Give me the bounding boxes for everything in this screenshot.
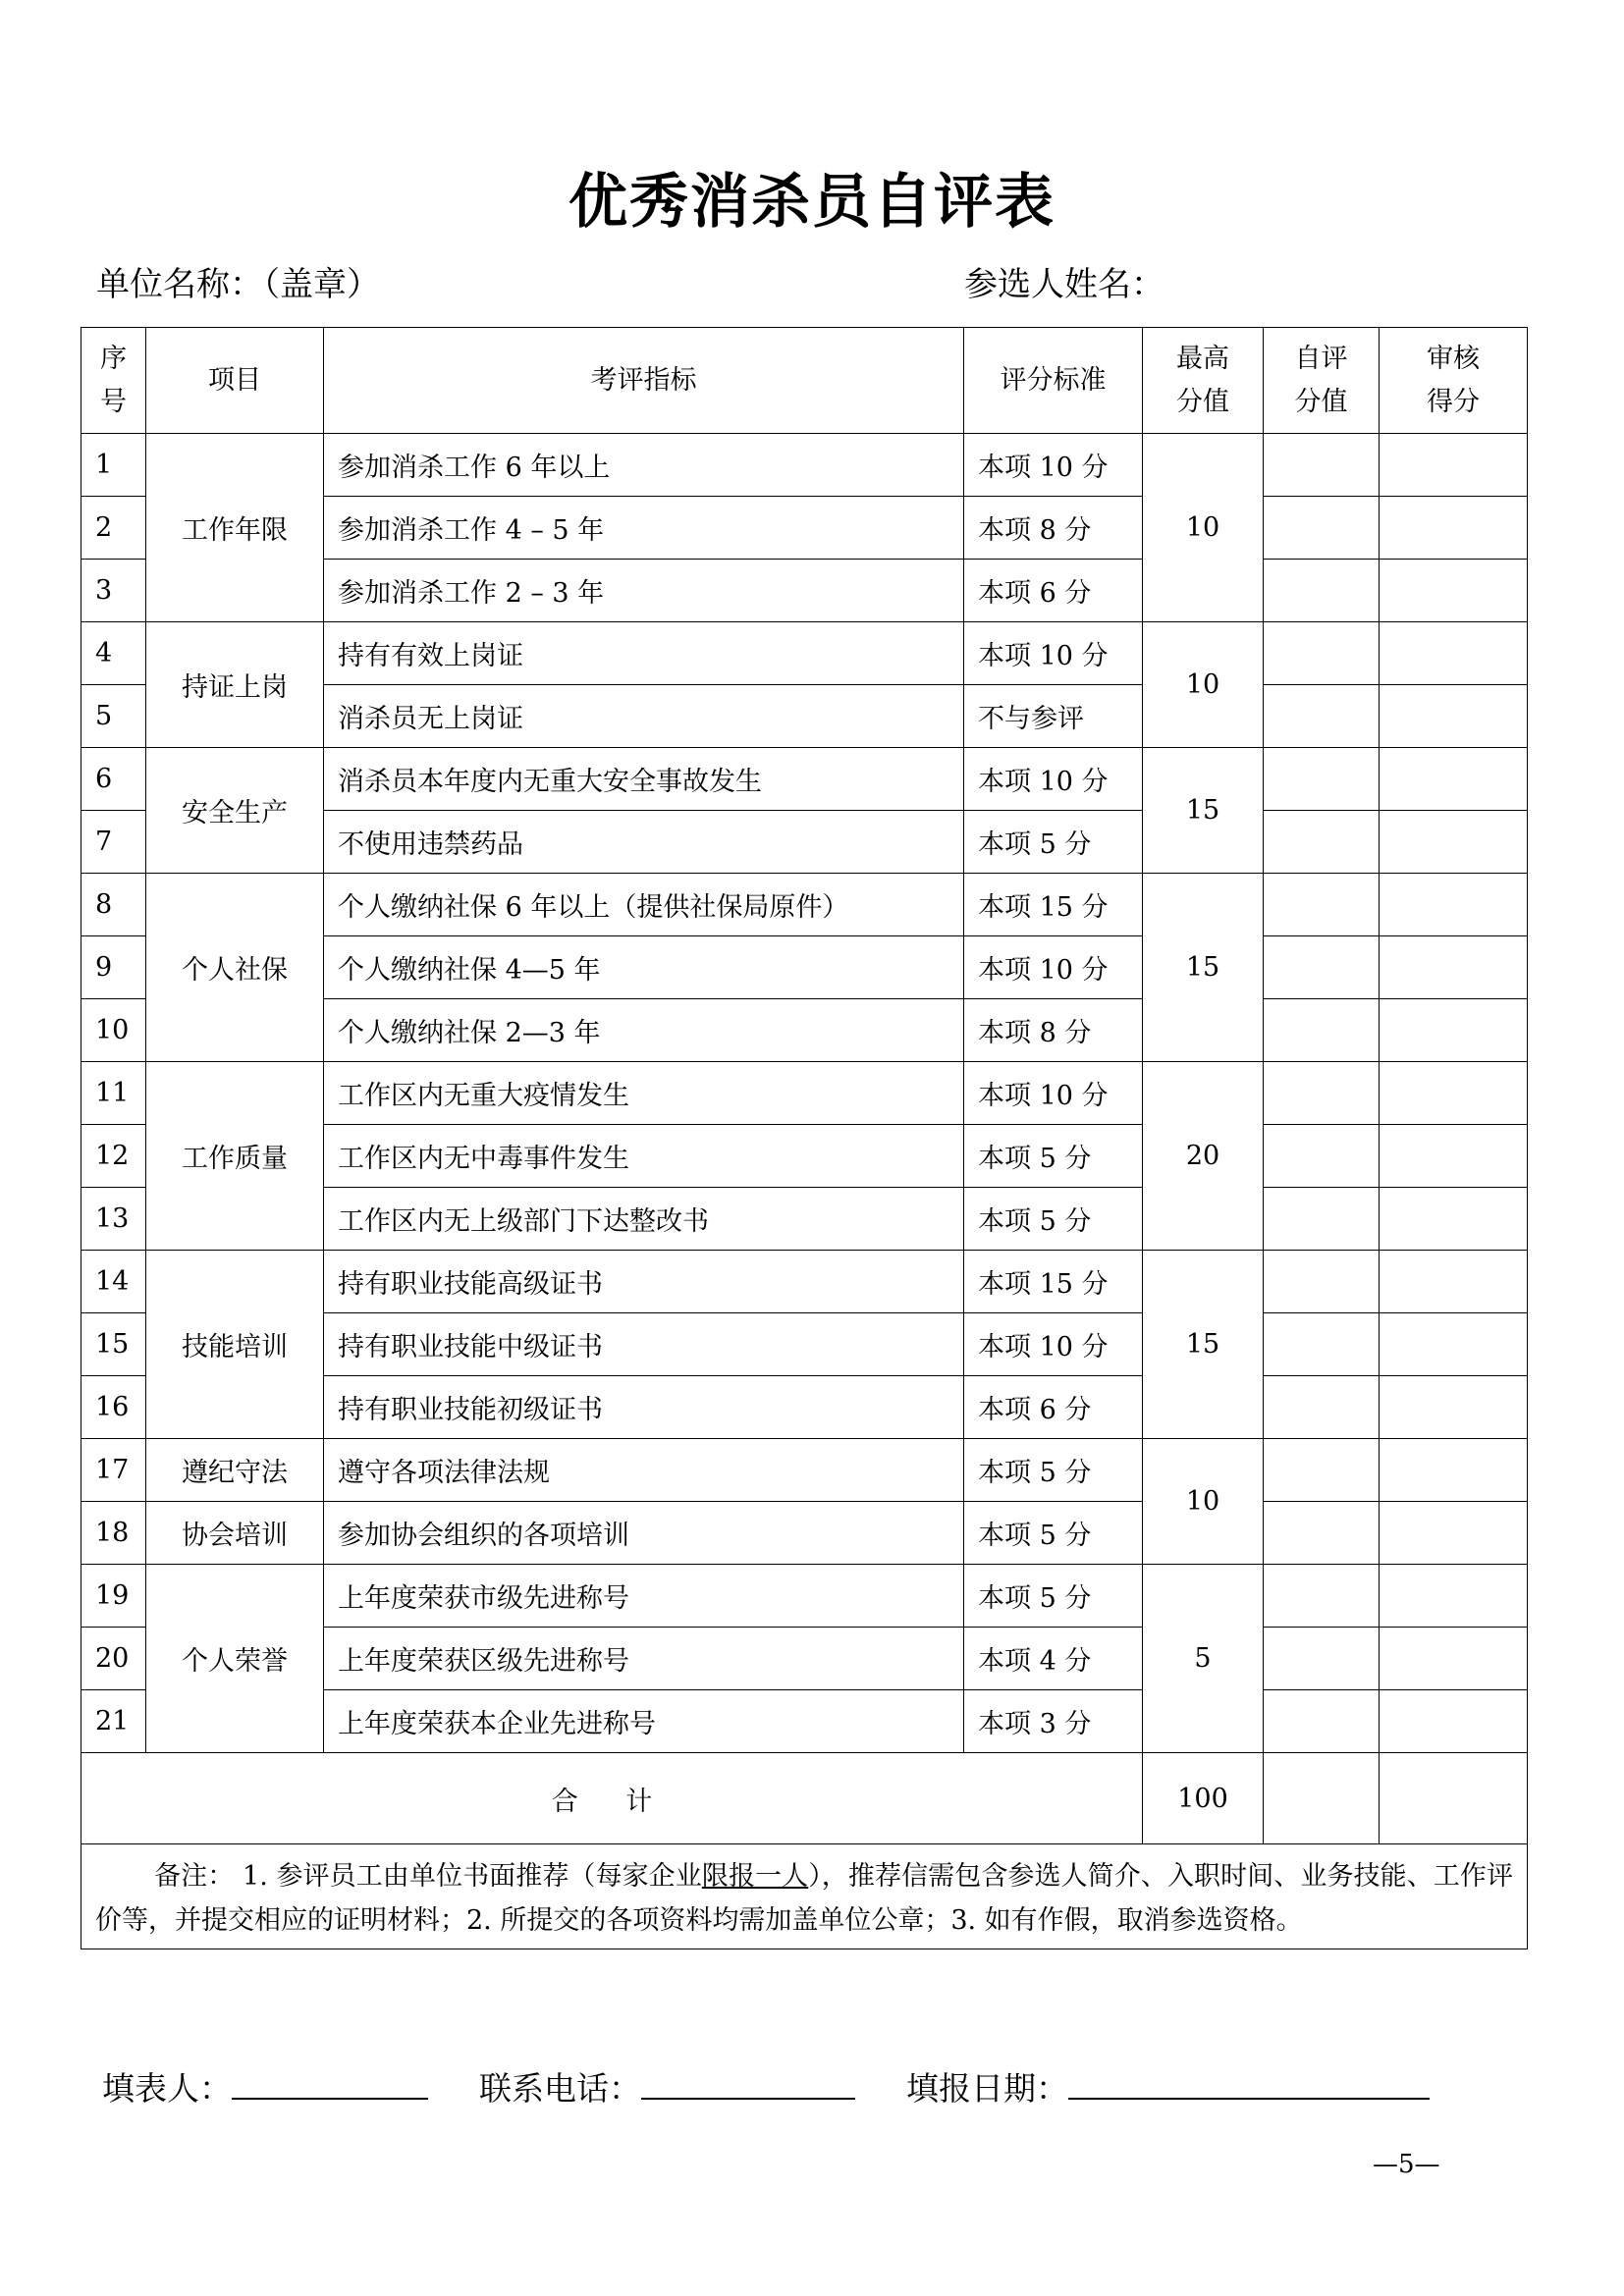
self-score-cell[interactable] bbox=[1264, 1062, 1380, 1125]
item-name: 安全生产 bbox=[146, 748, 324, 874]
row-number: 5 bbox=[81, 685, 146, 748]
self-score-cell[interactable] bbox=[1264, 1251, 1380, 1313]
standard-text: 本项 6 分 bbox=[964, 1376, 1143, 1439]
review-score-cell[interactable] bbox=[1380, 1125, 1528, 1188]
self-score-cell[interactable] bbox=[1264, 1565, 1380, 1628]
phone-input-line[interactable] bbox=[641, 2068, 855, 2100]
form-title: 优秀消杀员自评表 bbox=[568, 168, 1056, 237]
table-row bbox=[81, 434, 1528, 497]
item-name: 个人荣誉 bbox=[146, 1565, 324, 1753]
indicator-text: 不使用违禁药品 bbox=[324, 811, 964, 874]
header-max-score: 最高 分值 bbox=[1143, 328, 1264, 434]
item-name: 工作质量 bbox=[146, 1062, 324, 1251]
review-score-cell[interactable] bbox=[1380, 1251, 1528, 1313]
max-score: 15 bbox=[1143, 1251, 1264, 1439]
self-score-cell[interactable] bbox=[1264, 1376, 1380, 1439]
row-number: 18 bbox=[81, 1502, 146, 1565]
item-name: 工作年限 bbox=[146, 434, 324, 622]
indicator-text: 遵守各项法律法规 bbox=[324, 1439, 964, 1502]
table-row bbox=[81, 1062, 1528, 1125]
standard-text: 本项 10 分 bbox=[964, 434, 1143, 497]
unit-name-label: 单位名称：（盖章） bbox=[96, 265, 380, 304]
row-number: 14 bbox=[81, 1251, 146, 1313]
table-row bbox=[81, 622, 1528, 685]
indicator-text: 个人缴纳社保 4—5 年 bbox=[324, 936, 964, 999]
standard-text: 本项 10 分 bbox=[964, 1313, 1143, 1376]
table-row bbox=[81, 1251, 1528, 1313]
self-score-cell[interactable] bbox=[1264, 560, 1380, 622]
review-score-cell[interactable] bbox=[1380, 999, 1528, 1062]
review-score-cell[interactable] bbox=[1380, 811, 1528, 874]
max-score: 10 bbox=[1143, 1439, 1264, 1565]
row-number: 7 bbox=[81, 811, 146, 874]
row-number: 21 bbox=[81, 1690, 146, 1753]
self-score-cell[interactable] bbox=[1264, 936, 1380, 999]
standard-text: 本项 8 分 bbox=[964, 497, 1143, 560]
max-score: 10 bbox=[1143, 434, 1264, 622]
max-score: 20 bbox=[1143, 1062, 1264, 1251]
review-score-cell[interactable] bbox=[1380, 936, 1528, 999]
table-row bbox=[81, 748, 1528, 811]
item-name: 持证上岗 bbox=[146, 622, 324, 748]
header-item: 项目 bbox=[146, 328, 324, 434]
table-header-row bbox=[81, 328, 1528, 434]
self-score-cell[interactable] bbox=[1264, 1188, 1380, 1251]
page-number: —5— bbox=[1373, 2150, 1440, 2179]
date-input-line[interactable] bbox=[1068, 2068, 1430, 2100]
indicator-text: 工作区内无上级部门下达整改书 bbox=[324, 1188, 964, 1251]
indicator-text: 消杀员无上岗证 bbox=[324, 685, 964, 748]
indicator-text: 参加消杀工作 6 年以上 bbox=[324, 434, 964, 497]
table-row bbox=[81, 1565, 1528, 1628]
self-score-cell[interactable] bbox=[1264, 434, 1380, 497]
review-score-cell[interactable] bbox=[1380, 1376, 1528, 1439]
item-name: 遵纪守法 bbox=[146, 1439, 324, 1502]
review-score-cell[interactable] bbox=[1380, 685, 1528, 748]
filler-input-line[interactable] bbox=[232, 2068, 428, 2100]
standard-text: 本项 5 分 bbox=[964, 1439, 1143, 1502]
indicator-text: 个人缴纳社保 2—3 年 bbox=[324, 999, 964, 1062]
review-score-cell[interactable] bbox=[1380, 1188, 1528, 1251]
row-number: 2 bbox=[81, 497, 146, 560]
standard-text: 本项 10 分 bbox=[964, 936, 1143, 999]
row-number: 16 bbox=[81, 1376, 146, 1439]
header-standard: 评分标准 bbox=[964, 328, 1143, 434]
indicator-text: 持有职业技能初级证书 bbox=[324, 1376, 964, 1439]
indicator-text: 上年度荣获区级先进称号 bbox=[324, 1628, 964, 1690]
self-score-cell[interactable] bbox=[1264, 1502, 1380, 1565]
indicator-text: 上年度荣获本企业先进称号 bbox=[324, 1690, 964, 1753]
self-score-cell[interactable] bbox=[1264, 748, 1380, 811]
total-value: 100 bbox=[1143, 1753, 1264, 1844]
header-seq: 序 号 bbox=[81, 328, 146, 434]
max-score: 10 bbox=[1143, 622, 1264, 748]
indicator-text: 持有有效上岗证 bbox=[324, 622, 964, 685]
candidate-name-label: 参选人姓名： bbox=[964, 265, 1164, 304]
phone-label: 联系电话： bbox=[479, 2069, 641, 2108]
note-text: 备注： 1. 参评员工由单位书面推荐（每家企业限报一人），推荐信需包含参选人简介、入职时间、业务技能、工作评价等，并提交相应的证明材料；2. 所提交的各项资料均需加盖单位公章；3. 如有作假，取消参选资格。 bbox=[81, 1844, 1528, 1949]
note-row bbox=[81, 1844, 1528, 1949]
indicator-text: 工作区内无中毒事件发生 bbox=[324, 1125, 964, 1188]
self-score-cell[interactable] bbox=[1264, 1690, 1380, 1753]
review-score-cell[interactable] bbox=[1380, 748, 1528, 811]
standard-text: 本项 5 分 bbox=[964, 1502, 1143, 1565]
review-score-cell[interactable] bbox=[1380, 1502, 1528, 1565]
standard-text: 本项 4 分 bbox=[964, 1628, 1143, 1690]
indicator-text: 持有职业技能中级证书 bbox=[324, 1313, 964, 1376]
row-number: 1 bbox=[81, 434, 146, 497]
standard-text: 不与参评 bbox=[964, 685, 1143, 748]
self-score-cell[interactable] bbox=[1264, 999, 1380, 1062]
row-number: 4 bbox=[81, 622, 146, 685]
standard-text: 本项 5 分 bbox=[964, 1125, 1143, 1188]
header-indicator: 考评指标 bbox=[324, 328, 964, 434]
standard-text: 本项 5 分 bbox=[964, 1188, 1143, 1251]
indicator-text: 上年度荣获市级先进称号 bbox=[324, 1565, 964, 1628]
review-score-cell[interactable] bbox=[1380, 497, 1528, 560]
max-score: 5 bbox=[1143, 1565, 1264, 1753]
standard-text: 本项 15 分 bbox=[964, 1251, 1143, 1313]
header-review-score: 审核 得分 bbox=[1380, 328, 1528, 434]
total-row bbox=[81, 1753, 1528, 1844]
row-number: 19 bbox=[81, 1565, 146, 1628]
footer-signature-line bbox=[102, 2063, 1430, 2109]
item-name: 个人社保 bbox=[146, 874, 324, 1062]
self-score-cell[interactable] bbox=[1264, 497, 1380, 560]
row-number: 17 bbox=[81, 1439, 146, 1502]
self-score-cell[interactable] bbox=[1264, 1439, 1380, 1502]
table-row bbox=[81, 1439, 1528, 1502]
indicator-text: 参加消杀工作 2 – 3 年 bbox=[324, 560, 964, 622]
review-score-cell[interactable] bbox=[1380, 1565, 1528, 1628]
standard-text: 本项 8 分 bbox=[964, 999, 1143, 1062]
review-score-cell[interactable] bbox=[1380, 1439, 1528, 1502]
review-score-cell[interactable] bbox=[1380, 1628, 1528, 1690]
table-row bbox=[81, 874, 1528, 936]
self-score-cell[interactable] bbox=[1264, 874, 1380, 936]
review-score-cell[interactable] bbox=[1380, 560, 1528, 622]
self-score-cell[interactable] bbox=[1264, 811, 1380, 874]
review-score-cell[interactable] bbox=[1380, 1313, 1528, 1376]
row-number: 6 bbox=[81, 748, 146, 811]
row-number: 15 bbox=[81, 1313, 146, 1376]
row-number: 12 bbox=[81, 1125, 146, 1188]
date-label: 填报日期： bbox=[906, 2069, 1068, 2108]
evaluation-table bbox=[81, 327, 1528, 1949]
max-score: 15 bbox=[1143, 874, 1264, 1062]
filler-label: 填表人： bbox=[102, 2069, 232, 2108]
self-score-cell[interactable] bbox=[1264, 1628, 1380, 1690]
standard-text: 本项 5 分 bbox=[964, 1565, 1143, 1628]
review-score-cell[interactable] bbox=[1380, 434, 1528, 497]
standard-text: 本项 5 分 bbox=[964, 811, 1143, 874]
review-score-cell[interactable] bbox=[1380, 1062, 1528, 1125]
indicator-text: 参加协会组织的各项培训 bbox=[324, 1502, 964, 1565]
total-review-score-cell[interactable] bbox=[1380, 1753, 1528, 1844]
standard-text: 本项 6 分 bbox=[964, 560, 1143, 622]
review-score-cell[interactable] bbox=[1380, 622, 1528, 685]
review-score-cell[interactable] bbox=[1380, 874, 1528, 936]
header-self-score: 自评 分值 bbox=[1264, 328, 1380, 434]
indicator-text: 参加消杀工作 4 – 5 年 bbox=[324, 497, 964, 560]
row-number: 8 bbox=[81, 874, 146, 936]
total-self-score-cell[interactable] bbox=[1264, 1753, 1380, 1844]
standard-text: 本项 3 分 bbox=[964, 1690, 1143, 1753]
standard-text: 本项 15 分 bbox=[964, 874, 1143, 936]
indicator-text: 持有职业技能高级证书 bbox=[324, 1251, 964, 1313]
review-score-cell[interactable] bbox=[1380, 1690, 1528, 1753]
self-score-cell[interactable] bbox=[1264, 1125, 1380, 1188]
max-score: 15 bbox=[1143, 748, 1264, 874]
indicator-text: 消杀员本年度内无重大安全事故发生 bbox=[324, 748, 964, 811]
item-name: 技能培训 bbox=[146, 1251, 324, 1439]
total-label: 合 计 bbox=[81, 1753, 1143, 1844]
standard-text: 本项 10 分 bbox=[964, 748, 1143, 811]
standard-text: 本项 10 分 bbox=[964, 1062, 1143, 1125]
standard-text: 本项 10 分 bbox=[964, 622, 1143, 685]
row-number: 3 bbox=[81, 560, 146, 622]
self-score-cell[interactable] bbox=[1264, 1313, 1380, 1376]
indicator-text: 个人缴纳社保 6 年以上（提供社保局原件） bbox=[324, 874, 964, 936]
row-number: 13 bbox=[81, 1188, 146, 1251]
indicator-text: 工作区内无重大疫情发生 bbox=[324, 1062, 964, 1125]
row-number: 20 bbox=[81, 1628, 146, 1690]
row-number: 9 bbox=[81, 936, 146, 999]
table-row bbox=[81, 1502, 1528, 1565]
item-name: 协会培训 bbox=[146, 1502, 324, 1565]
self-score-cell[interactable] bbox=[1264, 622, 1380, 685]
self-score-cell[interactable] bbox=[1264, 685, 1380, 748]
row-number: 11 bbox=[81, 1062, 146, 1125]
row-number: 10 bbox=[81, 999, 146, 1062]
